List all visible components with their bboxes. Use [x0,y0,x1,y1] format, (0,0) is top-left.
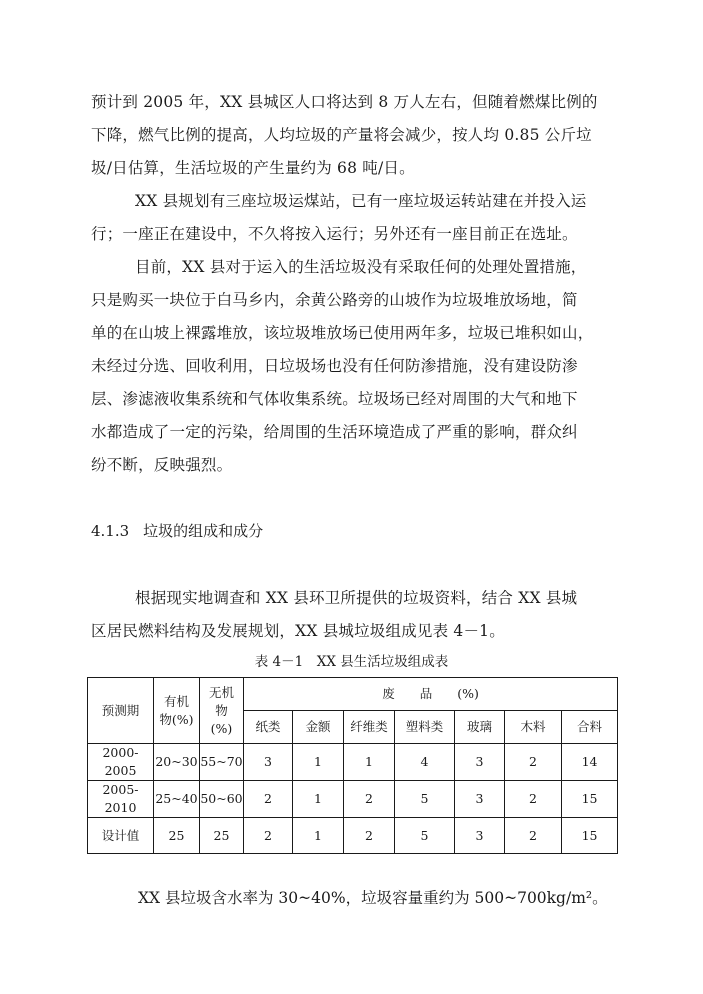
value-cell: 1 [293,744,344,781]
subheader-cell: 金额 [293,711,344,744]
value-cell: 2 [344,781,395,818]
value-cell: 2 [344,818,395,854]
value-cell: 3 [244,744,293,781]
waste-composition-table [87,677,618,854]
subheader-cell: 合料 [562,711,618,744]
value-cell: 3 [455,818,505,854]
text-line: 未经过分选、回收利用，日垃圾场也没有任何防渗措施，没有建设防渗 [91,357,578,375]
section-number: 4.1.3 [91,522,130,540]
text-line: 目前，XX 县对于运入的生活垃圾没有采取任何的处理处置措施， [135,258,587,276]
table-row [88,818,618,854]
text-line: 预计到 2005 年，XX 县城区人口将达到 8 万人左右，但随着燃煤比例的 [91,93,598,111]
subheader-cell: 塑料类 [395,711,455,744]
moisture-density-line: XX 县垃圾含水率为 30~40%，垃圾容量重约为 500~700kg/m²。 [138,889,608,907]
value-cell: 15 [562,781,618,818]
text-line: 水都造成了一定的污染，给周围的生活环境造成了严重的影响，群众纠 [91,423,578,441]
text-line: 根据现实地调查和 XX 县环卫所提供的垃圾资料，结合 XX 县城 [135,589,578,607]
value-cell: 5 [395,781,455,818]
period-cell: 2000-2005 [88,744,154,781]
period-cell: 设计值 [88,818,154,854]
value-cell: 4 [395,744,455,781]
text-line: 下降，燃气比例的提高，人均垃圾的产量将会减少，按人均 0.85 公斤垃 [91,126,592,144]
value-cell: 2 [505,744,562,781]
inorganic-cell: 25 [200,818,244,854]
text-line: 层、渗滤液收集系统和气体收集系统。垃圾场已经对周围的大气和地下 [91,390,578,408]
subheader-cell: 纤维类 [344,711,395,744]
value-cell: 1 [293,781,344,818]
value-cell: 15 [562,818,618,854]
subheader-cell: 纸类 [244,711,293,744]
text-line: 纷不断，反映强烈。 [91,456,233,474]
subheader-cell: 木料 [505,711,562,744]
paragraph-population-forecast [91,86,616,185]
period-cell: 2005-2010 [88,781,154,818]
value-cell: 2 [244,818,293,854]
subheader-cell: 玻璃 [455,711,505,744]
text-line: 单的在山坡上裸露堆放，该垃圾堆放场已使用两年多，垃圾已堆积如山， [91,324,594,342]
table-header-row [88,678,618,711]
value-cell: 2 [505,818,562,854]
header-period: 预测期 [88,678,154,744]
value-cell: 3 [455,781,505,818]
value-cell: 1 [293,818,344,854]
value-cell: 1 [344,744,395,781]
header-waste: 废 品 (%) [244,678,618,711]
text-line: 只是购买一块位于白马乡内，余黄公路旁的山坡作为垃圾堆放场地，简 [91,291,578,309]
inorganic-cell: 55~70 [200,744,244,781]
organic-cell: 20~30 [154,744,200,781]
header-inorganic: 无机 物 (%) [200,678,244,744]
table-row [88,744,618,781]
text-line: 区居民燃料结构及发展规划，XX 县城垃圾组成见表 4－1。 [91,622,505,640]
table-caption: 表 4－1 XX 县生活垃圾组成表 [254,654,449,670]
value-cell: 3 [455,744,505,781]
value-cell: 5 [395,818,455,854]
paragraph-current-disposal [91,251,616,482]
section-heading [91,519,263,543]
section-title: 垃圾的组成和成分 [143,522,264,540]
paragraph-transfer-stations [91,185,616,251]
value-cell: 2 [244,781,293,818]
header-organic: 有机 物(%) [154,678,200,744]
text-line: 行；一座正在建设中，不久将按入运行；另外还有一座目前正在选址。 [91,225,578,243]
organic-cell: 25 [154,818,200,854]
paragraph-table-intro [91,582,616,648]
inorganic-cell: 50~60 [200,781,244,818]
table-row [88,781,618,818]
value-cell: 14 [562,744,618,781]
text-line: XX 县规划有三座垃圾运煤站，已有一座垃圾运转站建在并投入运 [135,192,587,210]
text-line: 圾/日估算，生活垃圾的产生量约为 68 吨/日。 [91,159,415,177]
value-cell: 2 [505,781,562,818]
organic-cell: 25~40 [154,781,200,818]
